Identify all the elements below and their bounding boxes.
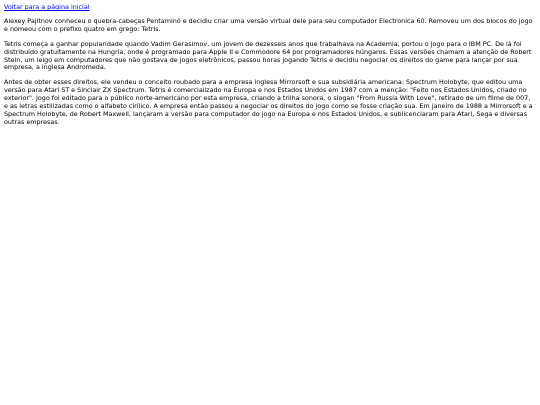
paragraph-rights: Antes de obter esses direitos, ele vendeu o conceito roubado para a empresa inglesa Mirrorsoft e sua subsidiária americana: Spectrum Holobyte, que editou uma versão para Atari ST e Sinclair ZX Spectrum. Tetris é comercializado na Europa e nos Estados Unidos em 1987 com a menção: "Feito nos Estados Unidos, criado no exterior". Jogo foi editado para o público norte-americano por esta empresa, criando a trilha sonora, o slogan "From Russia With Love", retirado de um filme de 007, e as letras estilizadas como o alfabeto cirílico. A empresa então passou a negociar os direitos do jogo como se fosse criação sua. Em janeiro de 1988 a Mirrorsoft e a Spectrum Holobyte, de Robert Maxwell, lançaram a versão para computador do jogo na Europa e nos Estados Unidos, e sublicenciaram para Atari, Sega e diversas outras empresas. xyxy=(4,78,533,126)
back-to-home-link[interactable]: Voltar para a página inicial xyxy=(4,3,90,11)
paragraph-popularity: Tetris começa a ganhar popularidade quando Vadim Gerasimov, um jovem de dezesseis anos que trabalhava na Academia, portou o jogo para o IBM PC. De lá foi distribuído gratuitamente na Hungria, onde é programado para Apple II e Commodore 64 por programadores húngaros. Essas versões chamam a atenção de Robert Stein, um leigo em computadores que não gostava de jogos eletrônicos, passou horas jogando Tetris e decidiu negociar os direitos do game para lançar por sua empresa, a inglesa Andromeda. xyxy=(4,39,532,72)
paragraph-origin: Alexey Pajitnov conheceu o quebra-cabeças Pentaminó e decidiu criar uma versão virtual dele para seu computador Electronica 60. Removeu um dos blocos do jogo e nomeou com o prefixo quatro em grego: Tetris. xyxy=(4,16,533,33)
article-body xyxy=(4,18,536,127)
page xyxy=(0,0,540,127)
